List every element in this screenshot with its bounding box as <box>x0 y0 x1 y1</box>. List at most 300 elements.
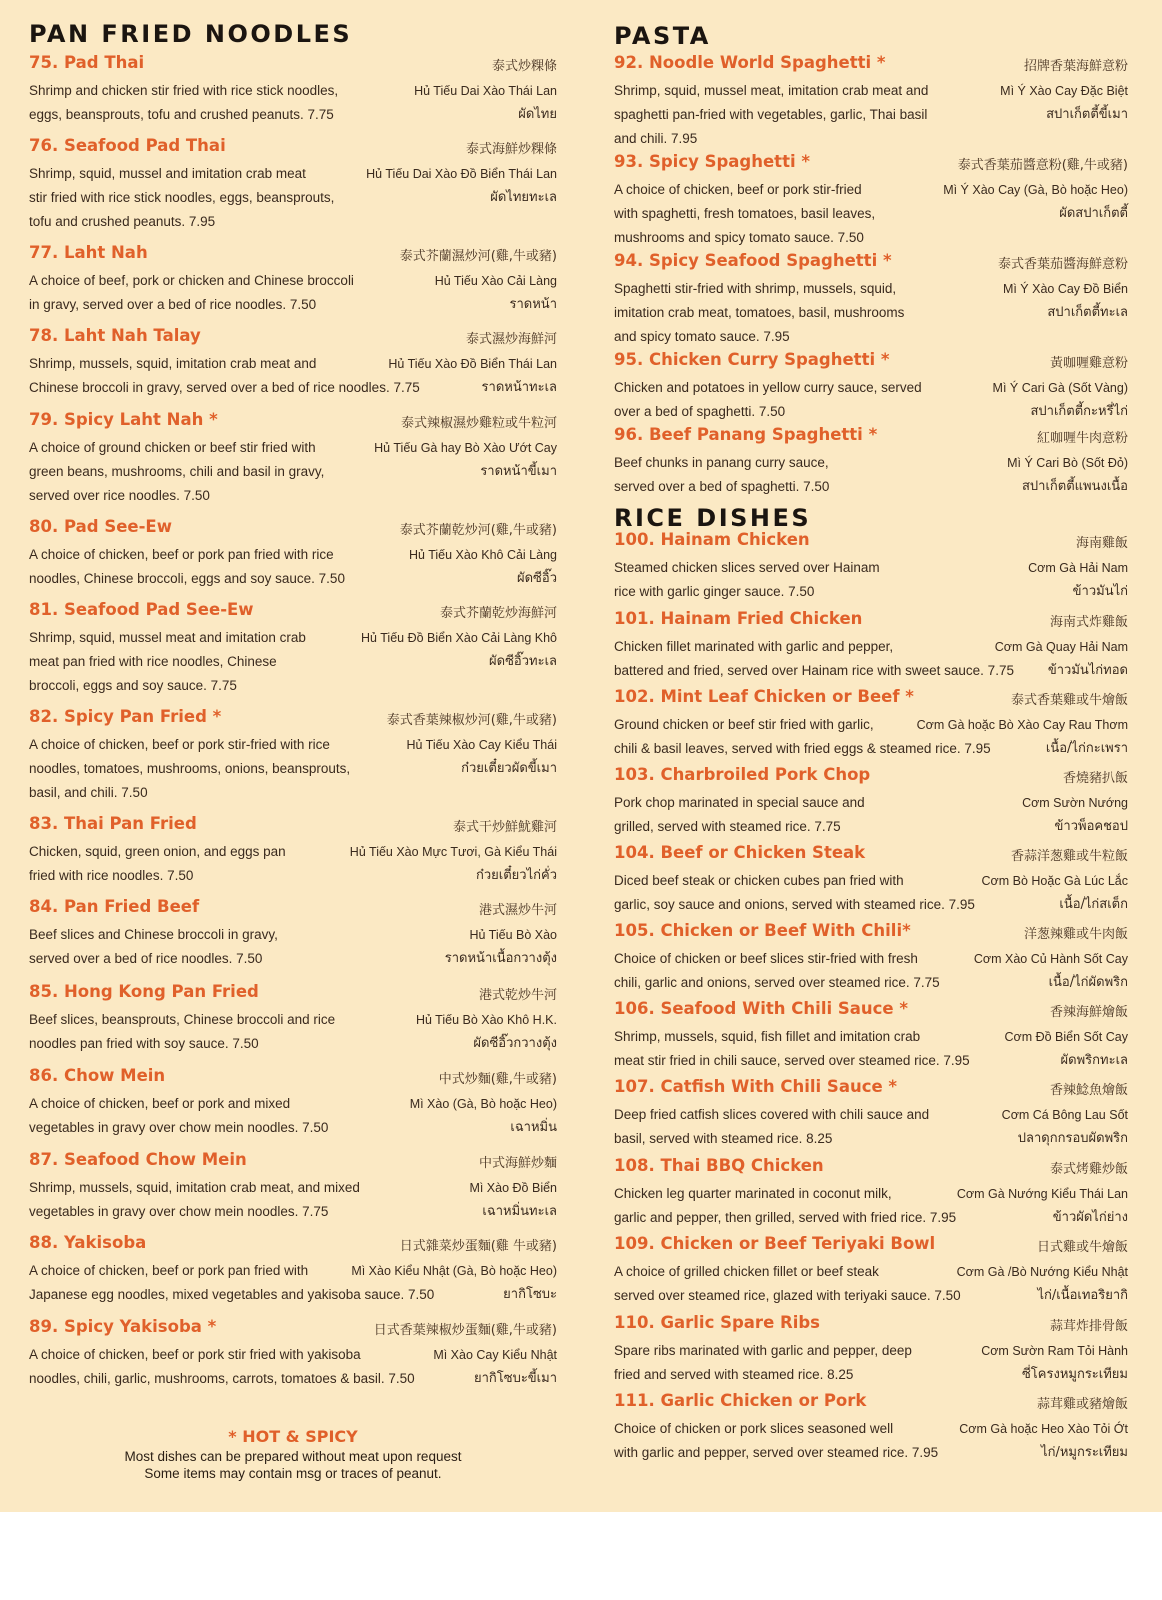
menu-item <box>614 843 1128 917</box>
thai-name: เนื้อ/ไก่ผัดพริก <box>1048 975 1128 990</box>
menu-item-name: 77. Laht Nah <box>29 243 148 262</box>
vietnamese-name: Cơm Gà Nướng Kiểu Thái Lan <box>956 1187 1128 1201</box>
description-text: and spicy tomato sauce. 7.95 <box>614 329 790 344</box>
menu-item-name: 104. Beef or Chicken Steak <box>614 843 866 862</box>
thai-name: ไก่/หมูกระเทียม <box>1041 1445 1128 1460</box>
description-text: noodles pan fried with soy sauce. 7.50 <box>29 1036 259 1051</box>
thai-name: ก๋วยเตี๋ยวผัดขี้เมา <box>461 761 557 776</box>
menu-item-chinese-name: 中式海鮮炒麵 <box>478 1156 557 1171</box>
menu-item <box>614 152 1128 250</box>
thai-name: ผัดสปาเก็ตตี้ <box>1059 206 1128 221</box>
thai-name: ปลาดุกกรอบผัดพริก <box>1017 1131 1128 1146</box>
description-line <box>29 269 557 293</box>
thai-name: ผัดซีอิ๊ว <box>517 571 557 586</box>
description-text: and chili. 7.95 <box>614 131 698 146</box>
thai-name: ราดหน้าเนื้อกวางตุ้ง <box>444 951 557 966</box>
description-text: rice with garlic ginger sauce. 7.50 <box>614 584 815 599</box>
description-line <box>29 650 557 674</box>
menu-item-header <box>614 999 1128 1025</box>
description-line <box>29 1008 557 1032</box>
description-line <box>614 1339 1128 1363</box>
vietnamese-name: Mì Xào (Gà, Bò hoặc Heo) <box>409 1097 557 1111</box>
menu-item-header <box>29 1317 557 1343</box>
description-line <box>614 893 1128 917</box>
description-text: Shrimp, mussels, squid, imitation crab meat and <box>29 356 317 371</box>
description-line <box>29 79 557 103</box>
menu-item-chinese-name: 蒜茸雞或豬燴飯 <box>1036 1397 1128 1412</box>
menu-item-name: 93. Spicy Spaghetti * <box>614 152 810 171</box>
menu-item-name: 81. Seafood Pad See-Ew <box>29 600 254 619</box>
description-line <box>29 1092 557 1116</box>
menu-item <box>614 53 1128 151</box>
description-line <box>29 1200 557 1224</box>
menu-item-description <box>614 635 1128 683</box>
description-text: with spaghetti, fresh tomatoes, basil leaves, <box>614 206 876 221</box>
menu-item-name: 95. Chicken Curry Spaghetti * <box>614 350 890 369</box>
thai-name: ผัดซีอิ๊วกวางตุ้ง <box>473 1036 557 1051</box>
description-text: imitation crab meat, tomatoes, basil, mushrooms <box>614 305 905 320</box>
description-text: Steamed chicken slices served over Hainam <box>614 560 880 575</box>
menu-item-description <box>614 277 1128 349</box>
thai-name: เฉาหมิ่น <box>510 1120 557 1135</box>
description-text: Beef slices, beansprouts, Chinese broccoli and rice <box>29 1012 336 1027</box>
menu-item-description <box>29 1008 557 1056</box>
menu-item <box>614 425 1128 499</box>
thai-name: ผัดพริกทะเล <box>1060 1053 1128 1068</box>
description-text: fried and served with steamed rice. 8.25 <box>614 1367 854 1382</box>
vietnamese-name: Mì Ý Cari Gà (Sốt Vàng) <box>992 381 1128 395</box>
menu-item-header <box>614 1077 1128 1103</box>
description-line <box>614 869 1128 893</box>
vietnamese-name: Cơm Sườn Nướng <box>1022 796 1128 810</box>
footer-note-meatless: Most dishes can be prepared without meat upon request <box>124 1449 462 1464</box>
vietnamese-name: Mì Xào Cay Kiểu Nhật <box>433 1348 557 1362</box>
menu-item-chinese-name: 海南雞飯 <box>1075 536 1128 551</box>
menu-item-description <box>614 947 1128 995</box>
menu-item-name: 83. Thai Pan Fried <box>29 814 197 833</box>
menu-item-chinese-name: 泰式香葉辣椒炒河(雞,牛或豬) <box>386 713 557 728</box>
description-line <box>29 947 557 971</box>
description-text: battered and fried, served over Hainam rice with sweet sauce. 7.75 <box>614 663 1014 678</box>
menu-item-header <box>614 1391 1128 1417</box>
description-line <box>29 733 557 757</box>
description-text: noodles, chili, garlic, mushrooms, carrots, tomatoes & basil. 7.50 <box>29 1371 415 1386</box>
description-text: tofu and crushed peanuts. 7.95 <box>29 214 216 229</box>
description-line <box>614 635 1128 659</box>
description-text: A choice of chicken, beef or pork stir-fried <box>614 182 862 197</box>
menu-item-chinese-name: 泰式干炒鮮魷雞河 <box>452 820 557 835</box>
menu-item-chinese-name: 中式炒麵(雞,牛或豬) <box>438 1072 557 1087</box>
description-line <box>29 864 557 888</box>
description-text: A choice of beef, pork or chicken and Chinese broccoli <box>29 273 354 288</box>
menu-item-header <box>29 53 557 79</box>
menu-item-description <box>29 923 557 971</box>
description-text: A choice of grilled chicken fillet or beef steak <box>614 1264 879 1279</box>
description-line <box>614 737 1128 761</box>
description-text: A choice of chicken, beef or pork stir fried with yakisoba <box>29 1347 361 1362</box>
menu-item <box>29 897 557 971</box>
description-line <box>29 923 557 947</box>
menu-item <box>614 609 1128 683</box>
menu-item <box>614 251 1128 349</box>
description-text: A choice of chicken, beef or pork stir-fried with rice <box>29 737 330 752</box>
vietnamese-name: Cơm Bò Hoặc Gà Lúc Lắc <box>981 874 1128 888</box>
menu-item-header <box>29 707 557 733</box>
menu-item-description <box>29 733 557 805</box>
description-line <box>29 210 557 234</box>
description-text: Shrimp, squid, mussel meat, imitation crab meat and <box>614 83 929 98</box>
vietnamese-name: Cơm Gà /Bò Nướng Kiểu Nhật <box>956 1265 1128 1279</box>
description-text: basil, and chili. 7.50 <box>29 785 148 800</box>
menu-item-chinese-name: 泰式芥蘭濕炒河(雞,牛或豬) <box>399 249 557 264</box>
menu-item-name: 108. Thai BBQ Chicken <box>614 1156 824 1175</box>
menu-item-header <box>614 53 1128 79</box>
vietnamese-name: Cơm Gà Quay Hải Nam <box>994 640 1128 654</box>
menu-item-description <box>614 79 1128 151</box>
pan-fried-noodles-heading: PAN FRIED NOODLES <box>29 20 353 48</box>
description-text: basil, served with steamed rice. 8.25 <box>614 1131 833 1146</box>
description-line <box>614 475 1128 499</box>
menu-item-name: 107. Catfish With Chili Sauce * <box>614 1077 898 1096</box>
menu-item <box>29 600 557 698</box>
menu-item-chinese-name: 香辣鯰魚燴飯 <box>1049 1083 1128 1098</box>
menu-item-header <box>29 517 557 543</box>
thai-name: สปาเก็ตตี้ขี้เมา <box>1046 107 1128 122</box>
description-line <box>614 1284 1128 1308</box>
menu-item-name: 110. Garlic Spare Ribs <box>614 1313 821 1332</box>
menu-item-chinese-name: 泰式香葉茄醬意粉(雞,牛或豬) <box>957 158 1128 173</box>
menu-item-name: 102. Mint Leaf Chicken or Beef * <box>614 687 914 706</box>
vietnamese-name: Cơm Gà Hải Nam <box>1028 561 1128 575</box>
description-line <box>29 103 557 127</box>
description-line <box>29 1367 557 1391</box>
description-text: served over steamed rice, glazed with teriyaki sauce. 7.50 <box>614 1288 961 1303</box>
description-line <box>29 484 557 508</box>
description-text: served over rice noodles. 7.50 <box>29 488 210 503</box>
menu-item-name: 84. Pan Fried Beef <box>29 897 200 916</box>
menu-item-chinese-name: 香辣海鮮燴飯 <box>1049 1005 1128 1020</box>
description-text: Chicken, squid, green onion, and eggs pan <box>29 844 286 859</box>
menu-item-header <box>29 814 557 840</box>
menu-item-description <box>614 178 1128 250</box>
description-line <box>614 277 1128 301</box>
menu-item-chinese-name: 日式雞或牛燴飯 <box>1036 1240 1128 1255</box>
menu-item-description <box>614 1025 1128 1073</box>
menu-item-header <box>614 1156 1128 1182</box>
vietnamese-name: Hủ Tiếu Dai Xào Đồ Biển Thái Lan <box>366 167 557 181</box>
menu-item-name: 80. Pad See-Ew <box>29 517 172 536</box>
menu-item-name: 79. Spicy Laht Nah * <box>29 410 218 429</box>
pasta-heading: PASTA <box>614 22 711 50</box>
thai-name: ข้าวผัดไก่ย่าง <box>1052 1210 1128 1225</box>
thai-name: ผัดไทย <box>518 107 557 122</box>
menu-item-description <box>29 1092 557 1140</box>
menu-item-header <box>614 530 1128 556</box>
hot-spicy-legend: * HOT & SPICY <box>228 1427 358 1446</box>
menu-item <box>614 999 1128 1073</box>
description-line <box>29 186 557 210</box>
menu-item-chinese-name: 洋葱辣雞或牛肉飯 <box>1023 927 1128 942</box>
description-line <box>29 674 557 698</box>
rice-dishes-heading: RICE DISHES <box>614 504 812 532</box>
vietnamese-name: Mì Ý Xào Cay Đồ Biển <box>1002 282 1128 296</box>
description-line <box>29 1343 557 1367</box>
menu-item-header <box>29 1066 557 1092</box>
menu-item-description <box>614 376 1128 424</box>
menu-item <box>29 1150 557 1224</box>
menu-item-description <box>614 1182 1128 1230</box>
description-text: Shrimp, squid, mussel meat and imitation crab <box>29 630 306 645</box>
description-line <box>614 1182 1128 1206</box>
vietnamese-name: Hủ Tiếu Bò Xào Khô H.K. <box>415 1013 557 1027</box>
description-text: Deep fried catfish slices covered with chili sauce and <box>614 1107 930 1122</box>
description-text: Chicken leg quarter marinated in coconut milk, <box>614 1186 892 1201</box>
description-line <box>29 1259 557 1283</box>
menu-item <box>29 326 557 400</box>
description-line <box>614 1103 1128 1127</box>
description-text: garlic and pepper, then grilled, served with fried rice. 7.95 <box>614 1210 957 1225</box>
description-text: Chicken fillet marinated with garlic and pepper, <box>614 639 894 654</box>
menu-item-description <box>614 1260 1128 1308</box>
menu-item-description <box>614 556 1128 604</box>
menu-item-header <box>614 687 1128 713</box>
menu-item-header <box>29 136 557 162</box>
thai-name: ข้าวพ็อคชอป <box>1054 819 1128 834</box>
menu-item-chinese-name: 泰式芥蘭乾炒海鮮河 <box>439 606 557 621</box>
vietnamese-name: Cơm Sườn Ram Tỏi Hành <box>981 1344 1128 1358</box>
description-text: noodles, Chinese broccoli, eggs and soy sauce. 7.50 <box>29 571 345 586</box>
vietnamese-name: Cơm Xào Củ Hành Sốt Cay <box>973 952 1128 966</box>
description-text: mushrooms and spicy tomato sauce. 7.50 <box>614 230 864 245</box>
thai-name: ผัดซีอิ๊วทะเล <box>489 654 557 669</box>
menu-item-chinese-name: 泰式辣椒濕炒雞粒或牛粒河 <box>400 416 557 431</box>
menu-item-chinese-name: 泰式芥蘭乾炒河(雞,牛或豬) <box>399 523 557 538</box>
menu-item-header <box>614 1313 1128 1339</box>
vietnamese-name: Hủ Tiếu Xào Cải Làng <box>434 274 557 288</box>
vietnamese-name: Mì Ý Cari Bò (Sốt Đỏ) <box>1007 456 1128 470</box>
thai-name: ข้าวมันไก่ <box>1072 584 1128 599</box>
description-text: Beef slices and Chinese broccoli in gravy, <box>29 927 278 942</box>
description-line <box>29 293 557 317</box>
description-line <box>29 376 557 400</box>
menu-item-description <box>29 269 557 317</box>
menu-item-description <box>614 791 1128 839</box>
description-text: Chinese broccoli in gravy, served over a bed of rice noodles. 7.75 <box>29 380 420 395</box>
description-line <box>29 352 557 376</box>
description-text: Shrimp, squid, mussel and imitation crab meat <box>29 166 306 181</box>
menu-item <box>29 1317 557 1391</box>
menu-item <box>29 1066 557 1140</box>
thai-name: เนื้อ/ไก่สเต็ก <box>1059 897 1128 912</box>
description-text: noodles, tomatoes, mushrooms, onions, beansprouts, <box>29 761 351 776</box>
menu-item-name: 106. Seafood With Chili Sauce * <box>614 999 908 1018</box>
vietnamese-name: Cơm Cá Bông Lau Sốt <box>1001 1108 1128 1122</box>
menu-item-name: 87. Seafood Chow Mein <box>29 1150 247 1169</box>
description-text: with garlic and pepper, served over steamed rice. 7.95 <box>614 1445 939 1460</box>
vietnamese-name: Hủ Tiếu Bò Xào <box>469 928 557 942</box>
description-text: grilled, served with steamed rice. 7.75 <box>614 819 841 834</box>
description-text: eggs, beansprouts, tofu and crushed peanuts. 7.75 <box>29 107 334 122</box>
menu-item-description <box>614 869 1128 917</box>
description-text: A choice of chicken, beef or pork pan fried with rice <box>29 547 334 562</box>
description-line <box>29 567 557 591</box>
description-text: garlic, soy sauce and onions, served with steamed rice. 7.95 <box>614 897 975 912</box>
menu-item-header <box>614 843 1128 869</box>
description-text: Spare ribs marinated with garlic and pepper, deep <box>614 1343 912 1358</box>
vietnamese-name: Hủ Tiếu Gà hay Bò Xào Ướt Cay <box>374 441 557 455</box>
menu-item-chinese-name: 港式濕炒牛河 <box>478 903 557 918</box>
description-line <box>614 103 1128 127</box>
menu-item-chinese-name: 海南式炸雞飯 <box>1049 615 1128 630</box>
menu-item <box>29 410 557 508</box>
menu-item-chinese-name: 港式乾炒牛河 <box>478 988 557 1003</box>
thai-name: เฉาหมิ่นทะเล <box>482 1204 557 1219</box>
vietnamese-name: Mì Xào Đồ Biển <box>469 1181 557 1195</box>
menu-item-name: 86. Chow Mein <box>29 1066 166 1085</box>
menu-item-name: 94. Spicy Seafood Spaghetti * <box>614 251 892 270</box>
menu-item-chinese-name: 香蒜洋葱雞或牛粒飯 <box>1010 849 1128 864</box>
menu-item <box>614 1313 1128 1387</box>
thai-name: สปาเก็ตตี้ทะเล <box>1047 305 1128 320</box>
description-text: in gravy, served over a bed of rice noodles. 7.50 <box>29 297 317 312</box>
menu-item-name: 96. Beef Panang Spaghetti * <box>614 425 878 444</box>
menu-item-name: 88. Yakisoba <box>29 1233 147 1252</box>
thai-name: ราดหน้า <box>509 297 557 312</box>
thai-name: ซี่โครงหมูกระเทียม <box>1021 1367 1128 1382</box>
thai-name: ยากิโซบะขี้เมา <box>473 1371 557 1386</box>
description-text: Diced beef steak or chicken cubes pan fried with <box>614 873 904 888</box>
description-text: stir fried with rice stick noodles, eggs, beansprouts, <box>29 190 335 205</box>
menu-item-chinese-name: 泰式炒粿條 <box>491 59 557 74</box>
menu-item <box>614 1391 1128 1465</box>
menu-item <box>29 136 557 234</box>
vietnamese-name: Mì Ý Xào Cay Đặc Biệt <box>1000 84 1128 98</box>
menu-item-header <box>614 1234 1128 1260</box>
menu-item-chinese-name: 黃咖喱雞意粉 <box>1049 356 1128 371</box>
description-line <box>614 325 1128 349</box>
menu-item-header <box>614 350 1128 376</box>
description-line <box>614 451 1128 475</box>
menu-item-chinese-name: 蒜茸炸排骨飯 <box>1049 1319 1128 1334</box>
description-line <box>29 1032 557 1056</box>
description-text: Choice of chicken or beef slices stir-fried with fresh <box>614 951 918 966</box>
menu-item-description <box>29 1176 557 1224</box>
description-text: meat stir fried in chili sauce, served over steamed rice. 7.95 <box>614 1053 970 1068</box>
menu-item-description <box>29 543 557 591</box>
menu-item <box>29 814 557 888</box>
description-line <box>614 947 1128 971</box>
menu-item <box>614 1234 1128 1308</box>
thai-name: ข้าวมันไก่ทอด <box>1047 663 1128 678</box>
description-text: vegetables in gravy over chow mein noodles. 7.75 <box>29 1204 329 1219</box>
menu-item <box>614 921 1128 995</box>
menu-item-chinese-name: 泰式烤雞炒飯 <box>1049 1162 1128 1177</box>
description-text: Shrimp and chicken stir fried with rice stick noodles, <box>29 83 339 98</box>
menu-item-chinese-name: 泰式香葉茄醬海鮮意粉 <box>997 257 1128 272</box>
description-line <box>614 1206 1128 1230</box>
description-text: Beef chunks in panang curry sauce, <box>614 455 829 470</box>
vietnamese-name: Hủ Tiếu Đồ Biển Xào Cải Làng Khô <box>361 631 557 645</box>
description-line <box>614 1260 1128 1284</box>
menu-item-description <box>614 1417 1128 1465</box>
vietnamese-name: Cơm Gà hoặc Bò Xào Cay Rau Thơm <box>916 718 1128 732</box>
menu-item <box>29 243 557 317</box>
description-line <box>29 543 557 567</box>
vietnamese-name: Cơm Gà hoặc Heo Xào Tỏi Ớt <box>959 1422 1128 1436</box>
menu-item-chinese-name: 招牌香葉海鮮意粉 <box>1023 59 1128 74</box>
description-text: A choice of chicken, beef or pork pan fried with <box>29 1263 309 1278</box>
description-line <box>614 127 1128 151</box>
menu-item <box>29 1233 557 1307</box>
description-text: Chicken and potatoes in yellow curry sauce, served <box>614 380 922 395</box>
menu-item-description <box>29 840 557 888</box>
description-line <box>614 1417 1128 1441</box>
description-text: A choice of chicken, beef or pork and mixed <box>29 1096 291 1111</box>
menu-item-description <box>29 1259 557 1307</box>
description-text: meat pan fried with rice noodles, Chinese <box>29 654 277 669</box>
menu-item-description <box>29 436 557 508</box>
description-text: green beans, mushrooms, chili and basil in gravy, <box>29 464 325 479</box>
description-line <box>29 840 557 864</box>
description-text: over a bed of spaghetti. 7.50 <box>614 404 786 419</box>
description-line <box>614 202 1128 226</box>
thai-name: ราดหน้าทะเล <box>481 380 557 395</box>
menu-item-chinese-name: 香燒豬扒飯 <box>1062 771 1128 786</box>
description-text: chili & basil leaves, served with fried eggs & steamed rice. 7.95 <box>614 741 991 756</box>
description-text: Pork chop marinated in special sauce and <box>614 795 865 810</box>
menu-item-chinese-name: 泰式香葉雞或牛燴飯 <box>1010 693 1128 708</box>
menu-item <box>614 530 1128 604</box>
description-line <box>614 376 1128 400</box>
thai-name: ก๋วยเตี๋ยวไก่คั่ว <box>476 868 557 883</box>
description-line <box>614 971 1128 995</box>
menu-item <box>29 707 557 805</box>
description-line <box>614 178 1128 202</box>
description-text: fried with rice noodles. 7.50 <box>29 868 194 883</box>
vietnamese-name: Hủ Tiếu Xào Đồ Biển Thái Lan <box>388 357 557 371</box>
description-text: Spaghetti stir-fried with shrimp, mussels, squid, <box>614 281 897 296</box>
description-line <box>29 757 557 781</box>
menu-item-name: 101. Hainam Fried Chicken <box>614 609 863 628</box>
description-text: vegetables in gravy over chow mein noodles. 7.50 <box>29 1120 329 1135</box>
menu-item-description <box>614 1103 1128 1151</box>
description-line <box>29 460 557 484</box>
description-text: chili, garlic and onions, served over steamed rice. 7.75 <box>614 975 940 990</box>
vietnamese-name: Mì Xào Kiểu Nhật (Gà, Bò hoặc Heo) <box>351 1264 557 1278</box>
description-line <box>614 580 1128 604</box>
menu-item-name: 78. Laht Nah Talay <box>29 326 201 345</box>
vietnamese-name: Hủ Tiếu Dai Xào Thái Lan <box>414 84 557 98</box>
description-text: Shrimp, mussels, squid, fish fillet and imitation crab <box>614 1029 921 1044</box>
menu-item-header <box>29 243 557 269</box>
description-line <box>29 1283 557 1307</box>
menu-item-header <box>614 765 1128 791</box>
description-text: Choice of chicken or pork slices seasoned well <box>614 1421 894 1436</box>
description-line <box>614 226 1128 250</box>
description-line <box>29 436 557 460</box>
description-line <box>614 79 1128 103</box>
description-text: Ground chicken or beef stir fried with garlic, <box>614 717 874 732</box>
menu-item <box>29 982 557 1056</box>
vietnamese-name: Hủ Tiếu Xào Khô Cải Làng <box>408 548 557 562</box>
description-line <box>29 781 557 805</box>
description-line <box>29 1176 557 1200</box>
menu-item-name: 111. Garlic Chicken or Pork <box>614 1391 867 1410</box>
menu-item-description <box>29 1343 557 1391</box>
description-line <box>614 815 1128 839</box>
menu-item-header <box>29 410 557 436</box>
description-line <box>614 1363 1128 1387</box>
